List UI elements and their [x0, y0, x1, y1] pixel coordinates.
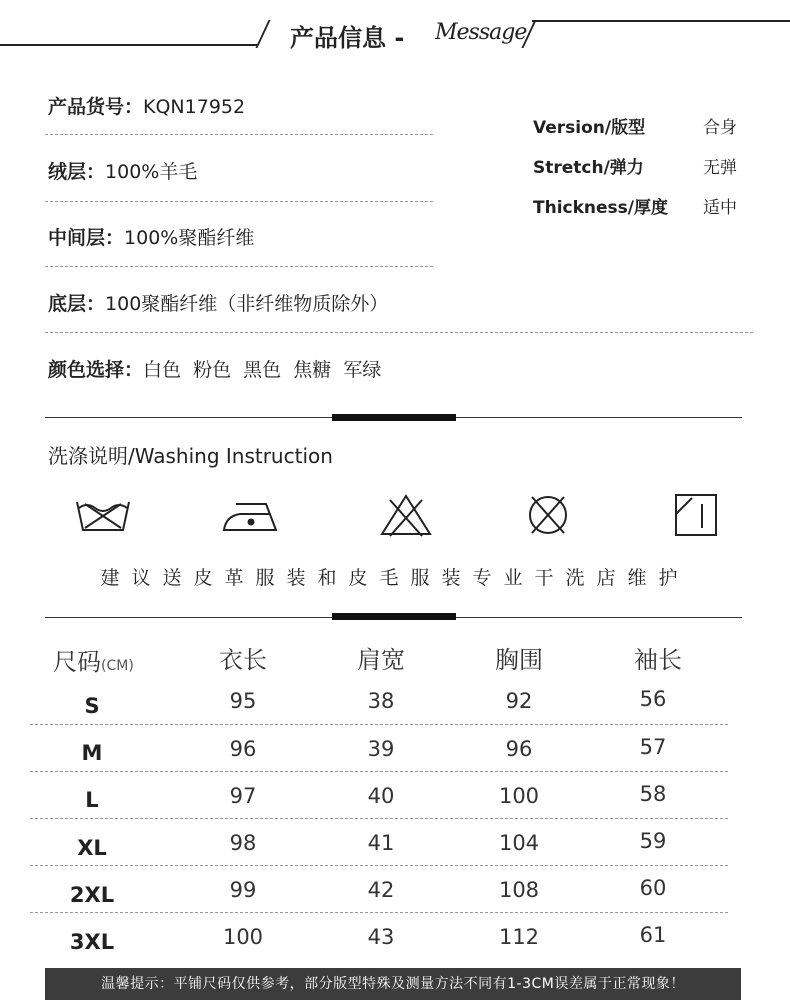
do-not-tumble-dry-icon	[518, 490, 578, 540]
section-divider-bar	[332, 613, 456, 620]
header-script-text: Message	[435, 20, 527, 45]
divider	[45, 201, 433, 202]
table-cell: 100	[498, 784, 540, 808]
size-label: 3XL	[69, 930, 115, 954]
size-column-header	[53, 642, 134, 677]
spec-value-version: 合身	[703, 118, 737, 138]
spec-label-version: Version/版型	[533, 118, 646, 138]
table-cell: 43	[367, 925, 395, 949]
size-label: 2XL	[69, 883, 115, 907]
size-header-unit: (CM)	[101, 658, 134, 674]
row-divider	[30, 724, 728, 725]
column-header-shoulder: 肩宽	[357, 646, 405, 674]
info-row-sku	[48, 92, 245, 119]
info-label: 产品货号：	[48, 96, 144, 118]
table-cell: 97	[229, 784, 257, 808]
info-value: KQN17952	[143, 96, 246, 118]
table-cell: 40	[367, 784, 395, 808]
spec-value-thickness: 适中	[703, 198, 737, 218]
size-label: XL	[77, 836, 107, 860]
info-row-middle	[48, 223, 254, 250]
info-value: 100%聚酯纤维	[124, 227, 255, 249]
spec-label-stretch: Stretch/弹力	[533, 158, 644, 178]
table-cell: 99	[229, 878, 257, 902]
table-cell: 42	[367, 878, 395, 902]
info-value: 100聚酯纤维（非纤维物质除外）	[105, 293, 389, 315]
size-label: S	[84, 694, 100, 718]
table-cell: 61	[639, 923, 667, 947]
do-not-wash-icon	[73, 490, 133, 540]
size-label: L	[85, 788, 99, 812]
table-cell: 39	[367, 737, 395, 761]
washing-title: 洗涤说明/Washing Instruction	[48, 444, 333, 468]
spec-label-thickness: Thickness/厚度	[533, 198, 668, 218]
table-cell: 100	[222, 925, 264, 949]
table-cell: 56	[639, 687, 667, 711]
table-cell: 96	[505, 737, 533, 761]
info-label: 绒层：	[48, 161, 106, 183]
line-dry-icon	[666, 490, 726, 540]
header-line-left	[0, 44, 258, 46]
divider	[45, 332, 753, 333]
info-label: 底层：	[48, 293, 106, 315]
table-cell: 112	[498, 925, 540, 949]
info-row-colors	[48, 355, 381, 382]
header-slash-left	[255, 20, 270, 48]
spec-value-stretch: 无弹	[703, 158, 737, 178]
column-header-sleeve: 袖长	[634, 646, 682, 674]
info-label: 中间层：	[48, 227, 125, 249]
footer-notice: 温馨提示：平铺尺码仅供参考，部分版型特殊及测量方法不同有1-3CM误差属于正常现象！	[45, 968, 741, 1000]
column-header-chest: 胸围	[495, 646, 543, 674]
info-row-lining	[48, 289, 388, 316]
header-line-right	[532, 20, 790, 22]
do-not-bleach-icon	[376, 490, 436, 540]
page-title: 产品信息 -	[290, 24, 405, 52]
row-divider	[30, 912, 728, 913]
table-cell: 92	[505, 689, 533, 713]
row-divider	[30, 818, 728, 819]
table-cell: 60	[639, 876, 667, 900]
column-header-length: 衣长	[219, 646, 267, 674]
divider	[45, 134, 433, 135]
table-cell: 59	[639, 829, 667, 853]
size-header-label: 尺码	[53, 648, 101, 676]
table-cell: 58	[639, 782, 667, 806]
table-cell: 98	[229, 831, 257, 855]
info-value: 白色 粉色 黑色 焦糖 军绿	[143, 359, 382, 381]
washing-note: 建议送皮革服装和皮毛服装专业干洗店维护	[100, 567, 690, 589]
table-cell: 108	[498, 878, 540, 902]
size-label: M	[81, 741, 103, 765]
info-value: 100%羊毛	[105, 161, 198, 183]
table-cell: 38	[367, 689, 395, 713]
table-cell: 95	[229, 689, 257, 713]
row-divider	[30, 771, 728, 772]
table-cell: 104	[498, 831, 540, 855]
section-divider-bar	[332, 414, 456, 421]
info-label: 颜色选择：	[48, 359, 144, 381]
table-cell: 41	[367, 831, 395, 855]
table-cell: 96	[229, 737, 257, 761]
divider	[45, 266, 433, 267]
row-divider	[30, 865, 728, 866]
table-cell: 57	[639, 735, 667, 759]
iron-low-heat-icon	[220, 490, 280, 540]
info-row-outer	[48, 157, 197, 184]
